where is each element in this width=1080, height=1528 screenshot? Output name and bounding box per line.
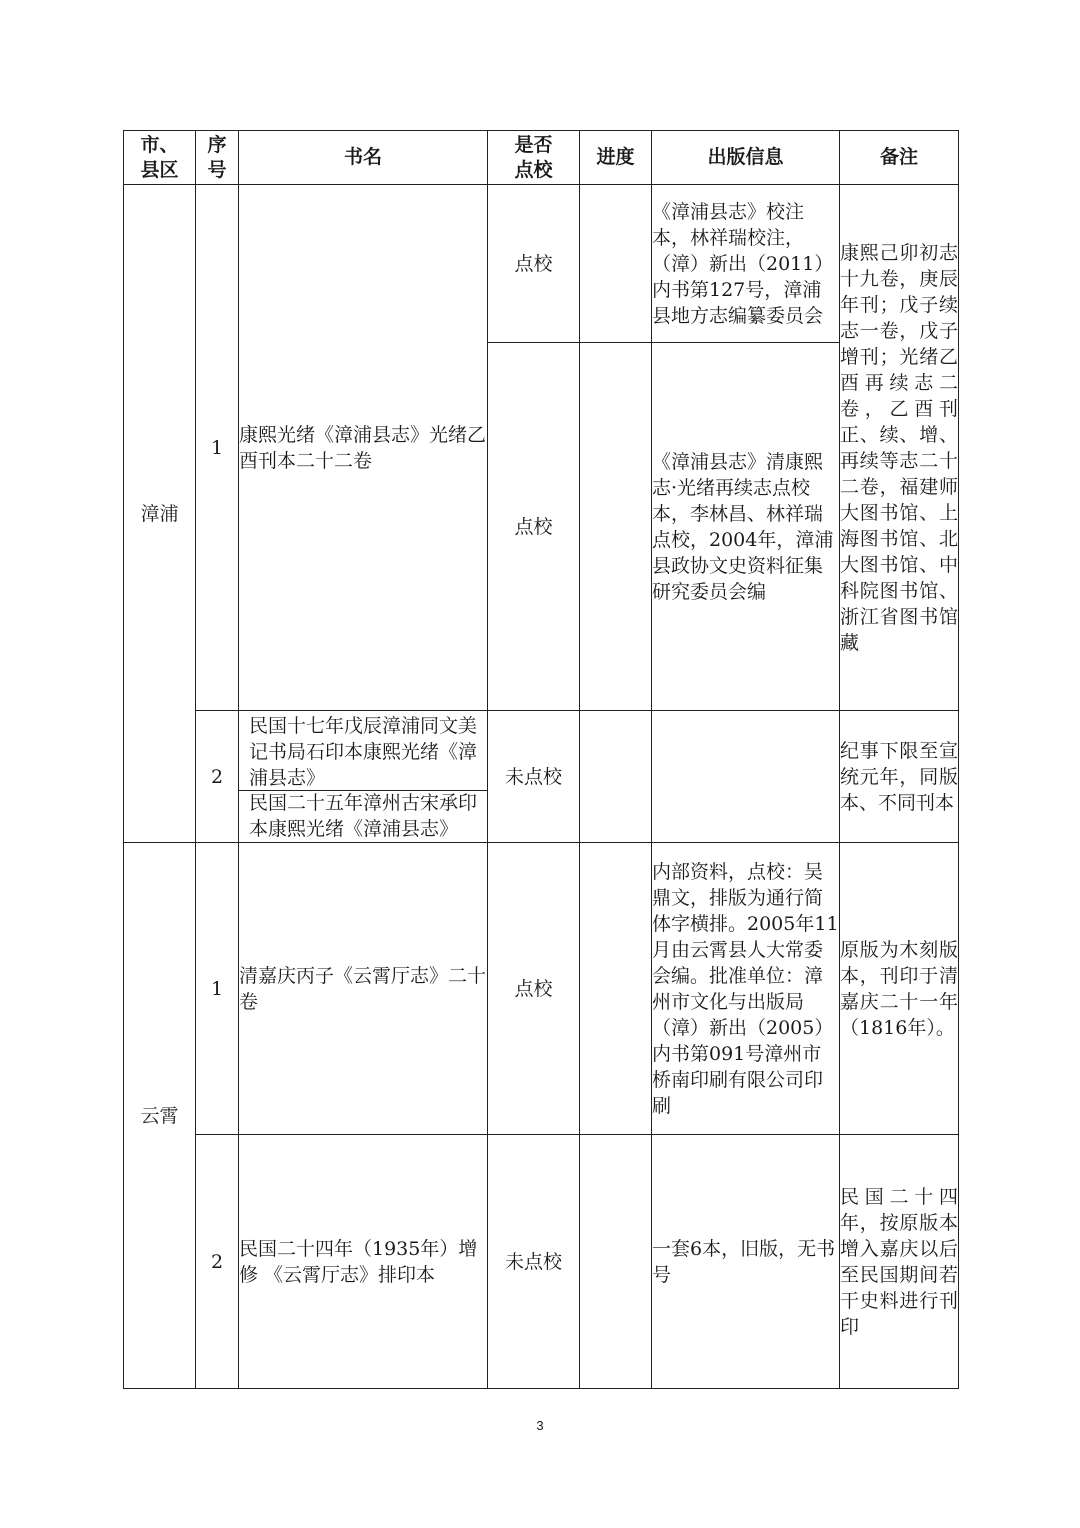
publication-cell: 一套6本，旧版，无书号: [652, 1135, 840, 1389]
header-title: 书名: [239, 131, 488, 185]
remarks-cell: 纪事下限至宣统元年，同版本、不同刊本: [840, 711, 959, 843]
table-row: [124, 1135, 959, 1389]
publication-cell: 《漳浦县志》校注本，林祥瑞校注，（漳）新出（2011）内书第127号，漳浦县地方志编纂委员会: [652, 185, 840, 343]
region-cell-yunxiao: 云霄: [124, 843, 196, 1389]
annotated-cell: 点校: [488, 185, 580, 343]
seq-cell: 2: [196, 1135, 239, 1389]
seq-cell: 2: [196, 711, 239, 843]
title-text-a: 民国十七年戊辰漳浦同文美记书局石印本康熙光绪《漳浦县志》: [249, 714, 478, 789]
seq-cell: 1: [196, 843, 239, 1135]
header-region: 市、县区: [124, 131, 196, 185]
county-gazetteer-table: [123, 130, 959, 1389]
progress-cell: [580, 1135, 652, 1389]
title-cell-part-a: [239, 711, 487, 791]
remarks-cell: 原版为木刻版本，刊印于清嘉庆二十一年（1816年）。: [840, 843, 959, 1135]
publication-cell: 《漳浦县志》清康熙志·光绪再续志点校本，李林昌、林祥瑞点校，2004年，漳浦县政协文史资料征集研究委员会编: [652, 343, 840, 711]
remarks-cell: 民国二十四年，按原版本增入嘉庆以后至民国期间若干史料进行刊印: [840, 1135, 959, 1389]
header-publication: 出版信息: [652, 131, 840, 185]
header-seq: 序号: [196, 131, 239, 185]
table-row: [124, 843, 959, 1135]
header-progress: 进度: [580, 131, 652, 185]
remarks-cell: 康熙己卯初志十九卷，庚辰年刊；戊子续志一卷，戊子增刊；光绪乙酉再续志二卷，乙酉刊正、续、增、再续等志二十二卷，福建师大图书馆、上海图书馆、北大图书馆、中科院图书馆、浙江省图书馆藏: [840, 185, 959, 711]
title-text-b: 民国二十五年漳州古宋承印本康熙光绪《漳浦县志》: [249, 792, 478, 840]
table-row: [124, 711, 959, 843]
header-row: [124, 131, 959, 185]
annotated-cell: 未点校: [488, 711, 580, 843]
publication-cell: [652, 711, 840, 843]
annotated-cell: 未点校: [488, 1135, 580, 1389]
table-row: [124, 185, 959, 343]
title-cell: 康熙光绪《漳浦县志》光绪乙酉刊本二十二卷: [239, 185, 488, 711]
title-cell-part-b: [239, 791, 487, 841]
title-cell: 清嘉庆丙子《云霄厅志》二十卷: [239, 843, 488, 1135]
region-cell-zhangpu: 漳浦: [124, 185, 196, 843]
publication-cell: 内部资料，点校：吴鼎文，排版为通行简体字横排。2005年11月由云霄县人大常委会编。批准单位：漳州市文化与出版局（漳）新出（2005）内书第091号漳州市桥南印刷有限公司印刷: [652, 843, 840, 1135]
seq-cell: 1: [196, 185, 239, 711]
header-annotated: 是否点校: [488, 131, 580, 185]
progress-cell: [580, 711, 652, 843]
title-cell: 民国二十四年（1935年）增修 《云霄厅志》排印本: [239, 1135, 488, 1389]
annotated-cell: 点校: [488, 343, 580, 711]
page-number: 3: [536, 1418, 544, 1433]
progress-cell: [580, 185, 652, 343]
progress-cell: [580, 343, 652, 711]
title-cell-split: [239, 711, 488, 843]
progress-cell: [580, 843, 652, 1135]
annotated-cell: 点校: [488, 843, 580, 1135]
header-remarks: 备注: [840, 131, 959, 185]
